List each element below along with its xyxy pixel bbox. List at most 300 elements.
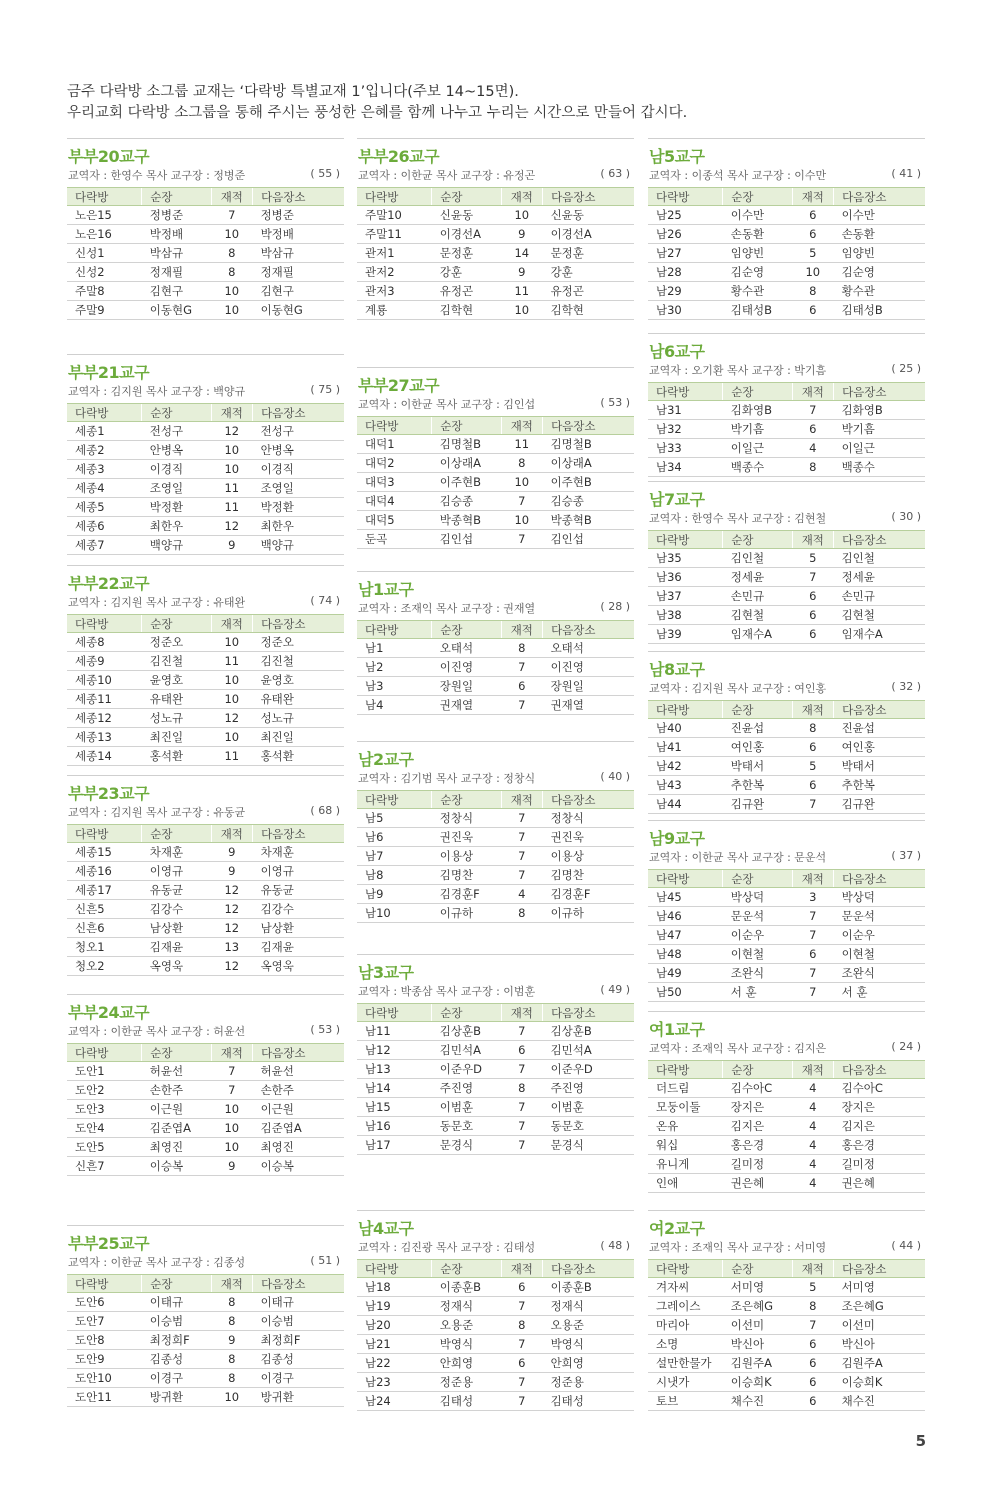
district-member-count: ( 24 ) (891, 1040, 921, 1053)
district-title: 부부22교구 (68, 574, 150, 593)
cell-enrolled: 10 (211, 282, 253, 301)
cell-leader: 안희영 (432, 1354, 501, 1373)
table-row (67, 517, 344, 536)
cell-next-place: 김종성 (253, 1350, 344, 1369)
cell-next-place: 김인철 (834, 549, 925, 568)
table-row (357, 1354, 634, 1373)
table-header-row (648, 1260, 925, 1278)
district-leaders: 교역자 : 김지원 목사 교구장 : 유태완 (68, 596, 246, 609)
district-member-count: ( 53 ) (600, 396, 630, 409)
cell-enrolled: 7 (501, 1117, 543, 1136)
cell-next-place: 유정곤 (543, 282, 634, 301)
header-leader: 순장 (723, 870, 792, 888)
cell-group: 대덕3 (357, 473, 432, 492)
cell-next-place: 이동현G (253, 301, 344, 320)
cell-group: 주말8 (67, 282, 142, 301)
table-row (67, 728, 344, 747)
cell-next-place: 서미영 (834, 1278, 925, 1297)
cell-leader: 박종혁B (432, 511, 501, 530)
table-row (357, 1060, 634, 1079)
cell-leader: 조영일 (142, 479, 211, 498)
district-title: 부부24교구 (68, 1003, 150, 1022)
header-group: 다락방 (648, 870, 723, 888)
cell-next-place: 성노규 (253, 709, 344, 728)
cell-leader: 이선미 (723, 1316, 792, 1335)
district-member-count: ( 51 ) (310, 1254, 340, 1267)
cell-group: 남16 (357, 1117, 432, 1136)
header-next-place: 다음장소 (834, 1061, 925, 1079)
district-table (648, 1259, 925, 1411)
cell-next-place: 홍은경 (834, 1136, 925, 1155)
section-divider (357, 367, 634, 368)
cell-enrolled: 6 (792, 587, 834, 606)
cell-enrolled: 11 (501, 282, 543, 301)
cell-enrolled: 8 (211, 1293, 253, 1312)
cell-group: 남15 (357, 1098, 432, 1117)
cell-group: 남3 (357, 677, 432, 696)
district-leaders: 교역자 : 한영수 목사 교구장 : 정병준 (68, 169, 246, 182)
cell-leader: 정재필 (142, 263, 211, 282)
cell-next-place: 이상래A (543, 454, 634, 473)
table-row (67, 244, 344, 263)
cell-next-place: 김지은 (834, 1117, 925, 1136)
cell-next-place: 김민석A (543, 1041, 634, 1060)
table-row (67, 1157, 344, 1176)
district-info (649, 849, 923, 865)
district-table (648, 869, 925, 1002)
cell-enrolled: 8 (501, 454, 543, 473)
header-next-place: 다음장소 (543, 188, 634, 206)
cell-next-place: 허윤선 (253, 1062, 344, 1081)
cell-leader: 박영식 (432, 1335, 501, 1354)
table-header-row (357, 621, 634, 639)
cell-leader: 김원주A (723, 1354, 792, 1373)
table-header-row (648, 383, 925, 401)
table-row (357, 435, 634, 454)
table-row (357, 828, 634, 847)
cell-next-place: 백종수 (834, 458, 925, 477)
cell-next-place: 이현철 (834, 945, 925, 964)
table-row (648, 1373, 925, 1392)
table-row (67, 1312, 344, 1331)
cell-group: 겨자씨 (648, 1278, 723, 1297)
cell-group: 남4 (357, 696, 432, 715)
section-divider (357, 741, 634, 742)
cell-enrolled: 14 (501, 244, 543, 263)
cell-next-place: 정준용 (543, 1373, 634, 1392)
cell-next-place: 임양빈 (834, 244, 925, 263)
table-row (648, 888, 925, 907)
header-leader: 순장 (432, 621, 501, 639)
header-leader: 순장 (723, 1260, 792, 1278)
table-row (67, 1331, 344, 1350)
table-row (67, 652, 344, 671)
table-row (648, 225, 925, 244)
cell-enrolled: 10 (501, 301, 543, 320)
cell-leader: 박신아 (723, 1335, 792, 1354)
cell-group: 남9 (357, 885, 432, 904)
district-leaders: 교역자 : 김진광 목사 교구장 : 김태성 (358, 1241, 536, 1254)
cell-leader: 정세윤 (723, 568, 792, 587)
section-divider (357, 138, 634, 139)
cell-next-place: 이일근 (834, 439, 925, 458)
cell-leader: 김명철B (432, 435, 501, 454)
district-table (357, 1259, 634, 1411)
cell-enrolled: 7 (792, 907, 834, 926)
cell-next-place: 최진일 (253, 728, 344, 747)
district-leaders: 교역자 : 이한균 목사 교구장 : 허윤선 (68, 1025, 246, 1038)
table-row (357, 639, 634, 658)
district-leaders: 교역자 : 김지원 목사 교구장 : 백양규 (68, 385, 246, 398)
cell-next-place: 이근원 (253, 1100, 344, 1119)
cell-leader: 김순영 (723, 263, 792, 282)
table-header-row (357, 188, 634, 206)
cell-leader: 김준엽A (142, 1119, 211, 1138)
cell-enrolled: 7 (792, 964, 834, 983)
cell-next-place: 남상환 (253, 919, 344, 938)
cell-group: 노은16 (67, 225, 142, 244)
cell-leader: 홍석환 (142, 747, 211, 766)
table-row (67, 1081, 344, 1100)
table-row (357, 677, 634, 696)
table-row (67, 1138, 344, 1157)
cell-group: 설만한물가 (648, 1354, 723, 1373)
cell-next-place: 김순영 (834, 263, 925, 282)
cell-enrolled: 8 (501, 639, 543, 658)
table-row (357, 1136, 634, 1155)
cell-leader: 손한주 (142, 1081, 211, 1100)
cell-enrolled: 6 (792, 420, 834, 439)
table-row (357, 530, 634, 549)
cell-leader: 이승희K (723, 1373, 792, 1392)
cell-next-place: 이경선A (543, 225, 634, 244)
page-number: 5 (915, 1432, 926, 1450)
table-row (648, 606, 925, 625)
cell-group: 남36 (648, 568, 723, 587)
cell-leader: 최진일 (142, 728, 211, 747)
cell-leader: 이근원 (142, 1100, 211, 1119)
cell-leader: 김현철 (723, 606, 792, 625)
cell-group: 신성1 (67, 244, 142, 263)
header-leader: 순장 (723, 383, 792, 401)
cell-next-place: 윤영호 (253, 671, 344, 690)
cell-enrolled: 10 (211, 1100, 253, 1119)
cell-group: 도안3 (67, 1100, 142, 1119)
cell-next-place: 김경훈F (543, 885, 634, 904)
district-member-count: ( 25 ) (891, 362, 921, 375)
cell-group: 도안10 (67, 1369, 142, 1388)
cell-next-place: 홍석환 (253, 747, 344, 766)
cell-leader: 차재훈 (142, 843, 211, 862)
cell-group: 남17 (357, 1136, 432, 1155)
table-row (648, 282, 925, 301)
cell-next-place: 조은혜G (834, 1297, 925, 1316)
cell-next-place: 유태완 (253, 690, 344, 709)
table-row (67, 843, 344, 862)
header-group: 다락방 (67, 188, 142, 206)
cell-enrolled: 5 (792, 549, 834, 568)
table-row (648, 945, 925, 964)
cell-group: 남6 (357, 828, 432, 847)
cell-leader: 이상래A (432, 454, 501, 473)
cell-group: 세종7 (67, 536, 142, 555)
cell-group: 신성2 (67, 263, 142, 282)
cell-leader: 정재식 (432, 1297, 501, 1316)
cell-leader: 김학현 (432, 301, 501, 320)
district-info (358, 770, 632, 786)
cell-group: 계룡 (357, 301, 432, 320)
cell-leader: 임재수A (723, 625, 792, 644)
district-table (67, 187, 344, 320)
cell-enrolled: 6 (792, 606, 834, 625)
header-next-place: 다음장소 (834, 531, 925, 549)
cell-group: 세종8 (67, 633, 142, 652)
table-row (67, 1388, 344, 1407)
district-member-count: ( 68 ) (310, 804, 340, 817)
table-row (648, 964, 925, 983)
table-row (67, 422, 344, 441)
cell-next-place: 문운석 (834, 907, 925, 926)
cell-next-place: 김재윤 (253, 938, 344, 957)
cell-group: 남26 (648, 225, 723, 244)
header-next-place: 다음장소 (253, 1275, 344, 1293)
district-leaders: 교역자 : 조재익 목사 교구장 : 서미영 (649, 1241, 827, 1254)
cell-next-place: 김강수 (253, 900, 344, 919)
cell-next-place: 이선미 (834, 1316, 925, 1335)
cell-leader: 최영진 (142, 1138, 211, 1157)
cell-group: 관저1 (357, 244, 432, 263)
table-row (648, 420, 925, 439)
cell-next-place: 최영진 (253, 1138, 344, 1157)
header-group: 다락방 (648, 383, 723, 401)
cell-leader: 오용준 (432, 1316, 501, 1335)
cell-next-place: 김인섭 (543, 530, 634, 549)
district-title: 남4교구 (358, 1219, 414, 1238)
cell-group: 남22 (357, 1354, 432, 1373)
cell-leader: 강훈 (432, 263, 501, 282)
cell-next-place: 서 훈 (834, 983, 925, 1002)
cell-group: 세종6 (67, 517, 142, 536)
header-leader: 순장 (723, 1061, 792, 1079)
cell-group: 둔곡 (357, 530, 432, 549)
cell-enrolled: 8 (211, 263, 253, 282)
header-leader: 순장 (432, 188, 501, 206)
cell-leader: 이경직 (142, 460, 211, 479)
cell-enrolled: 4 (792, 1174, 834, 1193)
cell-group: 세종15 (67, 843, 142, 862)
cell-next-place: 김원주A (834, 1354, 925, 1373)
cell-leader: 백양규 (142, 536, 211, 555)
cell-leader: 정창식 (432, 809, 501, 828)
cell-group: 남1 (357, 639, 432, 658)
cell-enrolled: 6 (792, 1392, 834, 1411)
cell-group: 주말9 (67, 301, 142, 320)
header-enrolled: 재적 (501, 791, 543, 809)
cell-enrolled: 8 (792, 1297, 834, 1316)
cell-enrolled: 7 (501, 828, 543, 847)
cell-next-place: 박종혁B (543, 511, 634, 530)
cell-next-place: 정병준 (253, 206, 344, 225)
district-leaders: 교역자 : 이한균 목사 교구장 : 문운석 (649, 851, 827, 864)
cell-next-place: 박상덕 (834, 888, 925, 907)
cell-group: 남44 (648, 795, 723, 814)
cell-next-place: 이준우D (543, 1060, 634, 1079)
district-title: 남7교구 (649, 490, 705, 509)
cell-enrolled: 8 (501, 904, 543, 923)
table-header-row (67, 1275, 344, 1293)
district-table (357, 790, 634, 923)
header-next-place: 다음장소 (253, 1044, 344, 1062)
cell-group: 주말11 (357, 225, 432, 244)
table-row (67, 690, 344, 709)
cell-enrolled: 6 (792, 738, 834, 757)
cell-enrolled: 10 (211, 1119, 253, 1138)
table-row (67, 479, 344, 498)
cell-group: 남49 (648, 964, 723, 983)
cell-next-place: 정세윤 (834, 568, 925, 587)
cell-leader: 전성구 (142, 422, 211, 441)
cell-next-place: 이승복 (253, 1157, 344, 1176)
cell-next-place: 이경구 (253, 1369, 344, 1388)
cell-next-place: 이용상 (543, 847, 634, 866)
cell-next-place: 조영일 (253, 479, 344, 498)
table-row (648, 301, 925, 320)
cell-group: 세종3 (67, 460, 142, 479)
cell-leader: 문경식 (432, 1136, 501, 1155)
cell-leader: 김화영B (723, 401, 792, 420)
table-header-row (357, 417, 634, 435)
cell-leader: 정병준 (142, 206, 211, 225)
cell-leader: 이경선A (432, 225, 501, 244)
cell-next-place: 손동환 (834, 225, 925, 244)
cell-group: 남40 (648, 719, 723, 738)
cell-group: 도안8 (67, 1331, 142, 1350)
district-title: 부부23교구 (68, 784, 150, 803)
district-table (357, 187, 634, 320)
cell-enrolled: 8 (501, 1316, 543, 1335)
header-group: 다락방 (357, 1004, 432, 1022)
table-row (648, 1079, 925, 1098)
cell-next-place: 안희영 (543, 1354, 634, 1373)
cell-leader: 권은혜 (723, 1174, 792, 1193)
table-row (67, 881, 344, 900)
district-info (68, 804, 342, 820)
cell-next-place: 채수진 (834, 1392, 925, 1411)
cell-group: 워십 (648, 1136, 723, 1155)
section-divider (67, 565, 344, 566)
cell-leader: 이경구 (142, 1369, 211, 1388)
table-header-row (357, 1260, 634, 1278)
cell-group: 더드림 (648, 1079, 723, 1098)
district-leaders: 교역자 : 김기범 목사 교구장 : 정창식 (358, 772, 536, 785)
cell-leader: 성노규 (142, 709, 211, 728)
section-divider (67, 775, 344, 776)
district-title: 남9교구 (649, 829, 705, 848)
table-row (357, 1278, 634, 1297)
cell-group: 남25 (648, 206, 723, 225)
cell-leader: 서미영 (723, 1278, 792, 1297)
table-row (67, 441, 344, 460)
cell-enrolled: 10 (501, 206, 543, 225)
header-group: 다락방 (357, 188, 432, 206)
cell-group: 도안1 (67, 1062, 142, 1081)
cell-enrolled: 10 (211, 225, 253, 244)
cell-enrolled: 7 (501, 492, 543, 511)
section-divider (648, 333, 925, 334)
cell-enrolled: 9 (211, 862, 253, 881)
cell-group: 세종14 (67, 747, 142, 766)
cell-leader: 문운석 (723, 907, 792, 926)
cell-group: 남43 (648, 776, 723, 795)
cell-next-place: 임재수A (834, 625, 925, 644)
cell-group: 남19 (357, 1297, 432, 1316)
cell-leader: 유동균 (142, 881, 211, 900)
cell-enrolled: 6 (501, 1041, 543, 1060)
header-enrolled: 재적 (792, 188, 834, 206)
district-member-count: ( 63 ) (600, 167, 630, 180)
table-row (648, 568, 925, 587)
cell-enrolled: 10 (211, 1138, 253, 1157)
table-row (648, 757, 925, 776)
cell-group: 남14 (357, 1079, 432, 1098)
cell-enrolled: 4 (792, 1155, 834, 1174)
header-group: 다락방 (67, 615, 142, 633)
cell-leader: 서 훈 (723, 983, 792, 1002)
cell-group: 남21 (357, 1335, 432, 1354)
cell-leader: 박기흠 (723, 420, 792, 439)
cell-leader: 김규완 (723, 795, 792, 814)
cell-leader: 김명찬 (432, 866, 501, 885)
cell-group: 남23 (357, 1373, 432, 1392)
table-row (67, 633, 344, 652)
cell-leader: 조은혜G (723, 1297, 792, 1316)
table-row (67, 709, 344, 728)
cell-enrolled: 6 (792, 625, 834, 644)
cell-group: 남31 (648, 401, 723, 420)
table-row (357, 866, 634, 885)
cell-enrolled: 8 (792, 282, 834, 301)
table-row (357, 1316, 634, 1335)
cell-next-place: 김규완 (834, 795, 925, 814)
cell-group: 모둥이둘 (648, 1098, 723, 1117)
district-title: 남2교구 (358, 750, 414, 769)
cell-group: 남13 (357, 1060, 432, 1079)
cell-group: 대덕2 (357, 454, 432, 473)
header-enrolled: 재적 (501, 188, 543, 206)
header-leader: 순장 (432, 417, 501, 435)
table-row (648, 439, 925, 458)
table-row (357, 904, 634, 923)
district-title: 부부26교구 (358, 147, 440, 166)
table-row (357, 206, 634, 225)
cell-next-place: 차재훈 (253, 843, 344, 862)
cell-group: 남46 (648, 907, 723, 926)
cell-leader: 오태석 (432, 639, 501, 658)
cell-enrolled: 6 (792, 1354, 834, 1373)
cell-enrolled: 7 (501, 1022, 543, 1041)
header-leader: 순장 (142, 1044, 211, 1062)
cell-next-place: 김상훈B (543, 1022, 634, 1041)
cell-next-place: 김화영B (834, 401, 925, 420)
cell-next-place: 이영규 (253, 862, 344, 881)
district-leaders: 교역자 : 한영수 목사 교구장 : 김현철 (649, 512, 827, 525)
cell-group: 세종11 (67, 690, 142, 709)
table-row (67, 282, 344, 301)
cell-group: 세종1 (67, 422, 142, 441)
cell-next-place: 조완식 (834, 964, 925, 983)
cell-leader: 추한복 (723, 776, 792, 795)
cell-leader: 김재윤 (142, 938, 211, 957)
